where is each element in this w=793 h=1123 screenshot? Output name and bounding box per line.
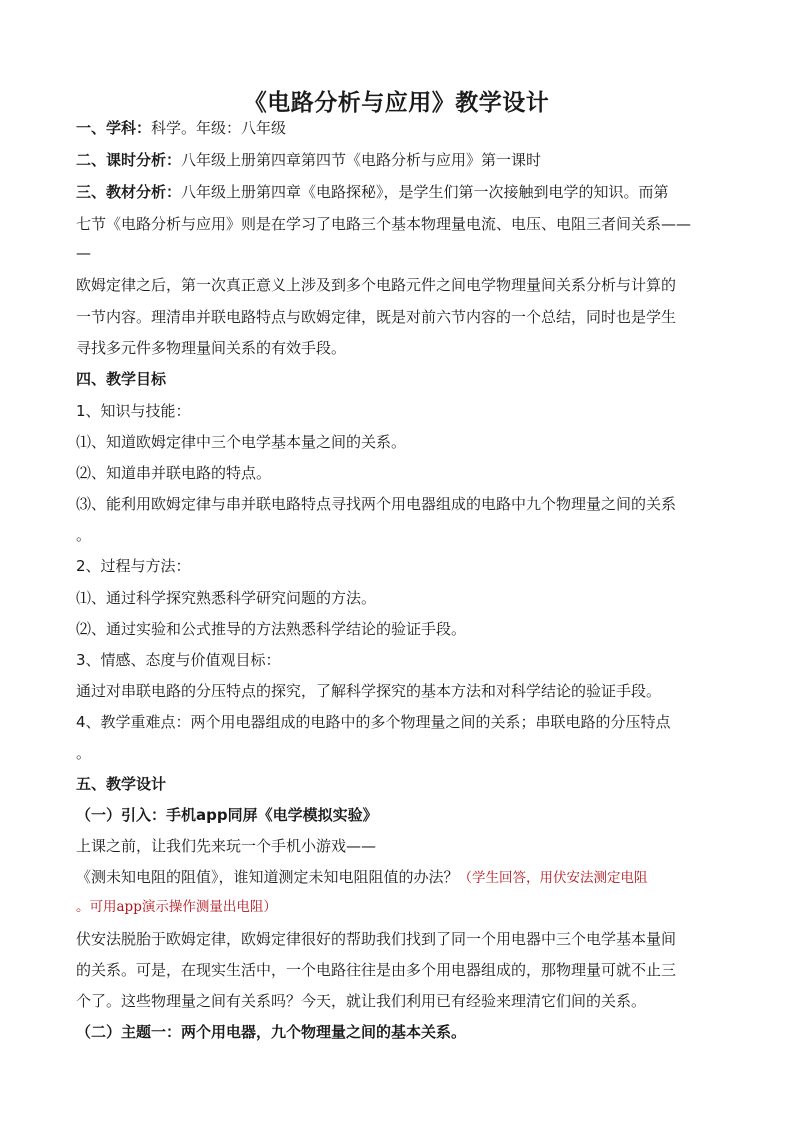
objective-line: 4、教学重难点：两个用电器组成的电路中的多个物理量之间的关系；串联电路的分压特点	[76, 713, 671, 731]
design-line: 个了。这些物理量之间有关系吗？今天，就让我们利用已有经验来理清它们间的关系。	[76, 992, 647, 1010]
section-heading-design: 五、教学设计	[76, 775, 167, 793]
objective-line: 1、知识与技能：	[76, 402, 191, 420]
lesson-analysis-label: 二、课时分析：	[76, 151, 182, 169]
material-analysis-line: 七节《电路分析与应用》则是在学习了电路三个基本物理量电流、电压、电阻三者间关系——	[76, 215, 692, 233]
material-analysis-line: —	[76, 244, 91, 262]
material-analysis-line: 欧姆定律之后，第一次真正意义上涉及到多个电路元件之间电学物理量间关系分析与计算的	[76, 276, 677, 294]
subject-text: 科学。年级：八年级	[151, 119, 287, 137]
section-heading-objectives: 四、教学目标	[76, 370, 167, 388]
teacher-note: 。可用app演示操作测量出电阻）	[76, 899, 277, 915]
teacher-note: （学生回答，用伏安法测定电阻	[458, 870, 648, 886]
material-analysis-text: 八年级上册第四章《电路探秘》，是学生们第一次接触到电学的知识。而第	[181, 183, 669, 201]
lesson-analysis-text: 八年级上册第四章第四节《电路分析与应用》第一课时	[181, 151, 542, 169]
design-line: 上课之前，让我们先来玩一个手机小游戏——	[76, 837, 377, 855]
objective-line: ⑵、通过实验和公式推导的方法熟悉科学结论的验证手段。	[76, 620, 467, 638]
material-analysis-line: 寻找多元件多物理量间关系的有效手段。	[76, 339, 347, 357]
objective-line: ⑵、知道串并联电路的特点。	[76, 464, 272, 482]
design-line: 的关系。可是，在现实生活中，一个电路往往是由多个用电器组成的，那物理量可就不止三	[76, 961, 677, 979]
material-analysis-label: 三、教材分析：	[76, 183, 182, 201]
objective-line: ⑴、通过科学探究熟悉科学研究问题的方法。	[76, 589, 377, 607]
material-analysis-line: 一节内容。理清串并联电路特点与欧姆定律，既是对前六节内容的一个总结，同时也是学生	[76, 308, 677, 326]
objective-line: 3、情感、态度与价值观目标：	[76, 651, 281, 669]
subsection-heading-topic1: （二）主题一：两个用电器，九个物理量之间的基本关系。	[76, 1023, 467, 1041]
objective-line: 通过对串联电路的分压特点的探究，了解科学探究的基本方法和对科学结论的验证手段。	[76, 682, 662, 700]
document-title: 《电路分析与应用》教学设计	[243, 90, 550, 116]
objective-line: ⑴、知道欧姆定律中三个电学基本量之间的关系。	[76, 433, 407, 451]
objective-line: ⑶、能利用欧姆定律与串并联电路特点寻找两个用电器组成的电路中九个物理量之间的关系	[76, 495, 677, 513]
objective-line: 2、过程与方法：	[76, 557, 191, 575]
material-analysis-line	[76, 182, 669, 202]
design-text: 《测未知电阻的阻值》，谁知道测定未知电阻阻值的办法？	[76, 868, 459, 886]
subject-label: 一、学科：	[76, 119, 152, 137]
objective-line: 。	[76, 526, 92, 544]
design-line	[76, 867, 648, 888]
subject-line	[76, 118, 286, 138]
objective-line: 。	[76, 744, 92, 762]
lesson-analysis-line	[76, 150, 541, 170]
subsection-heading-intro: （一）引入：手机app同屏《电学模拟实验》	[76, 806, 378, 824]
design-line: 伏安法脱胎于欧姆定律，欧姆定律很好的帮助我们找到了同一个用电器中三个电学基本量间	[76, 930, 677, 948]
